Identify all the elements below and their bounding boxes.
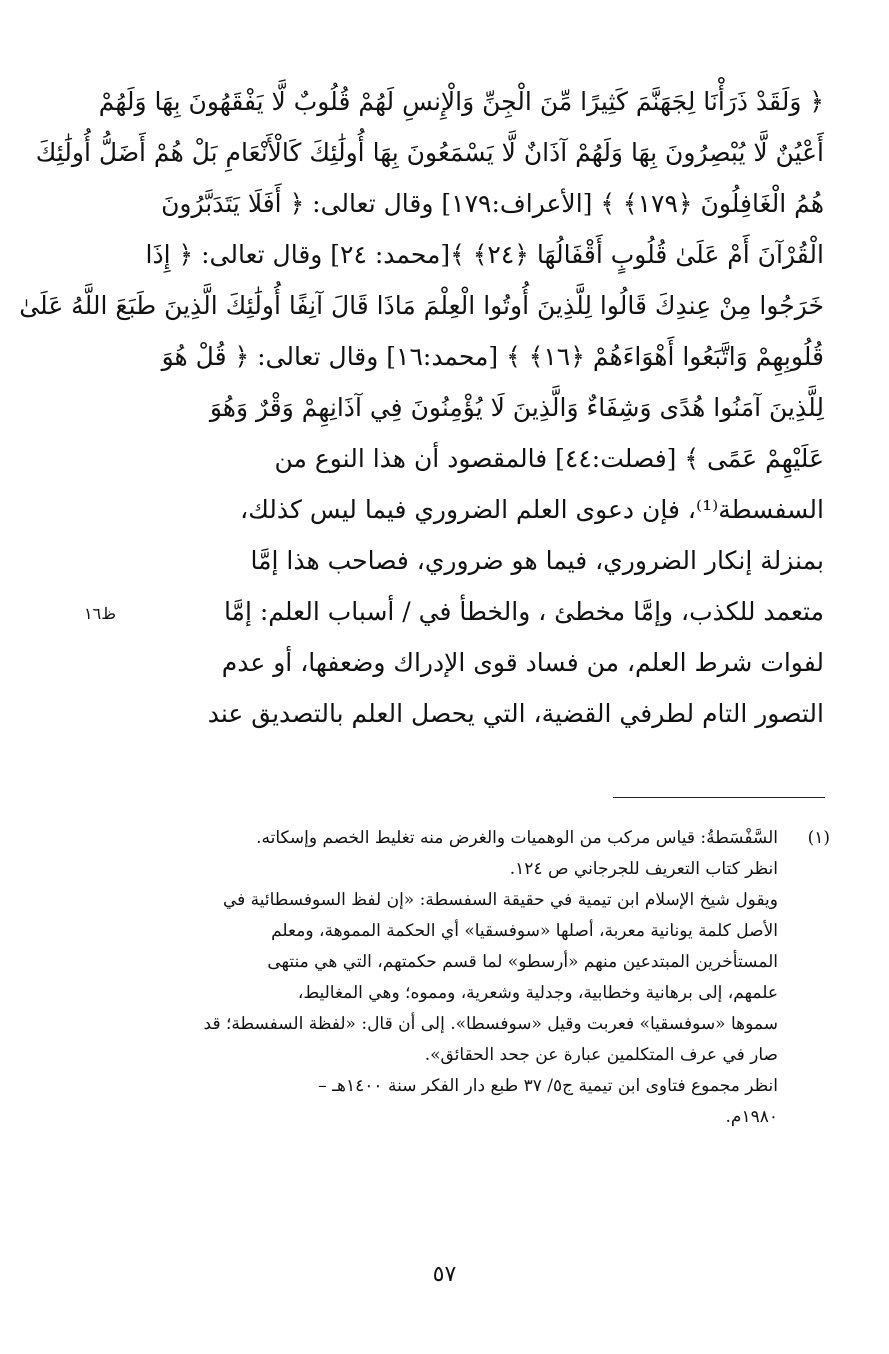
main-text-line: السفسطة⁽¹⁾، فإن دعوى العلم الضروري فيما ليس كذلك،	[240, 495, 824, 524]
footnote-separator	[613, 797, 825, 798]
main-text-line: لفوات شرط العلم، من فساد قوى الإدراك وضعفها، أو عدم	[221, 648, 824, 677]
footnote-line: علمهم، إلى برهانية وخطابية، وجدلية وشعرية، ومموه؛ وهي المغاليط،	[297, 983, 778, 1003]
main-text-line: هُمُ الْغَافِلُونَ ﴿١٧٩﴾ ﴾ [الأعراف:١٧٩] وقال تعالى: ﴿ أَفَلَا يَتَدَبَّرُونَ	[161, 189, 824, 218]
footnote-line: ويقول شيخ الإسلام ابن تيمية في حقيقة السفسطة: «إن لفظ السوفسطائية في	[222, 890, 778, 910]
manuscript-folio-note: ظ١٦	[84, 604, 116, 623]
main-text-line: ﴿ وَلَقَدْ ذَرَأْنَا لِجَهَنَّمَ كَثِيرًا مِّنَ الْجِنِّ وَالْإِنسِ لَهُمْ قُلُوبٌ لَّا يَفْقَهُونَ بِهَا وَلَهُمْ	[98, 87, 824, 116]
main-text-line: التصور التام لطرفي القضية، التي يحصل العلم بالتصديق عند	[207, 699, 824, 728]
page-number: ٥٧	[432, 1262, 457, 1287]
main-text-line: عَلَيْهِمْ عَمًى ﴾ [فصلت:٤٤] فالمقصود أن هذا النوع من	[274, 444, 824, 473]
footnote-line: الأصل كلمة يونانية معربة، أصلها «سوفسقيا» أي الحكمة المموهة، ومعلم	[271, 921, 778, 941]
main-text-line: بمنزلة إنكار الضروري، فيما هو ضروري، فصاحب هذا إمَّا	[250, 546, 824, 575]
main-text-line: أَعْيُنٌ لَّا يُبْصِرُونَ بِهَا وَلَهُمْ آذَانٌ لَّا يَسْمَعُونَ بِهَا أُولَٰئِكَ كَالْأَنْعَامِ بَلْ هُمْ أَضَلُّ أُولَٰئِكَ	[35, 138, 824, 167]
footnote-line: ١٩٨٠م.	[725, 1107, 778, 1127]
footnotes	[160, 823, 830, 1133]
footnote-line: انظر مجموع فتاوى ابن تيمية ج٥/ ٣٧ طبع دار الفكر سنة ١٤٠٠هـ –	[318, 1076, 778, 1096]
footnote-number: (١)	[807, 828, 830, 848]
footnote-line: سموها «سوفسقيا» فعربت وقيل «سوفسطا». إلى أن قال: «لفظة السفسطة؛ قد	[203, 1014, 778, 1034]
footnote-first-line	[160, 823, 830, 854]
footnote-line: المستأخرين المبتدعين منهم «أرسطو» لما قسم حكمتهم، التي هي منتهى	[267, 952, 778, 972]
main-text-line: متعمد للكذب، وإمَّا مخطئ ، والخطأ في / أسباب العلم: إمَّا	[223, 597, 824, 626]
footnote-text: السَّفْسَطةُ: قياس مركب من الوهميات والغرض منه تغليط الخصم وإسكاته.	[256, 828, 778, 848]
footnote-line: صار في عرف المتكلمين عبارة عن جحد الحقائق».	[424, 1045, 778, 1065]
main-text-line: قُلُوبِهِمْ وَاتَّبَعُوا أَهْوَاءَهُمْ ﴿١٦﴾ ﴾ [محمد:١٦] وقال تعالى: ﴿ قُلْ هُوَ	[161, 342, 824, 371]
main-text-line: خَرَجُوا مِنْ عِندِكَ قَالُوا لِلَّذِينَ أُوتُوا الْعِلْمَ مَاذَا قَالَ آنِفًا أُولَٰئِكَ الَّذِينَ طَبَعَ اللَّهُ عَلَىٰ	[19, 291, 824, 320]
footnote-line: انظر كتاب التعريف للجرجاني ص ١٢٤.	[509, 859, 778, 879]
main-text-line: الْقُرْآنَ أَمْ عَلَىٰ قُلُوبٍ أَقْفَالُهَا ﴿٢٤﴾ ﴾[محمد: ٢٤] وقال تعالى: ﴿ إِذَا	[145, 240, 824, 269]
main-text-line: لِلَّذِينَ آمَنُوا هُدًى وَشِفَاءٌ وَالَّذِينَ لَا يُؤْمِنُونَ فِي آذَانِهِمْ وَقْرٌ وَهُوَ	[209, 393, 824, 422]
